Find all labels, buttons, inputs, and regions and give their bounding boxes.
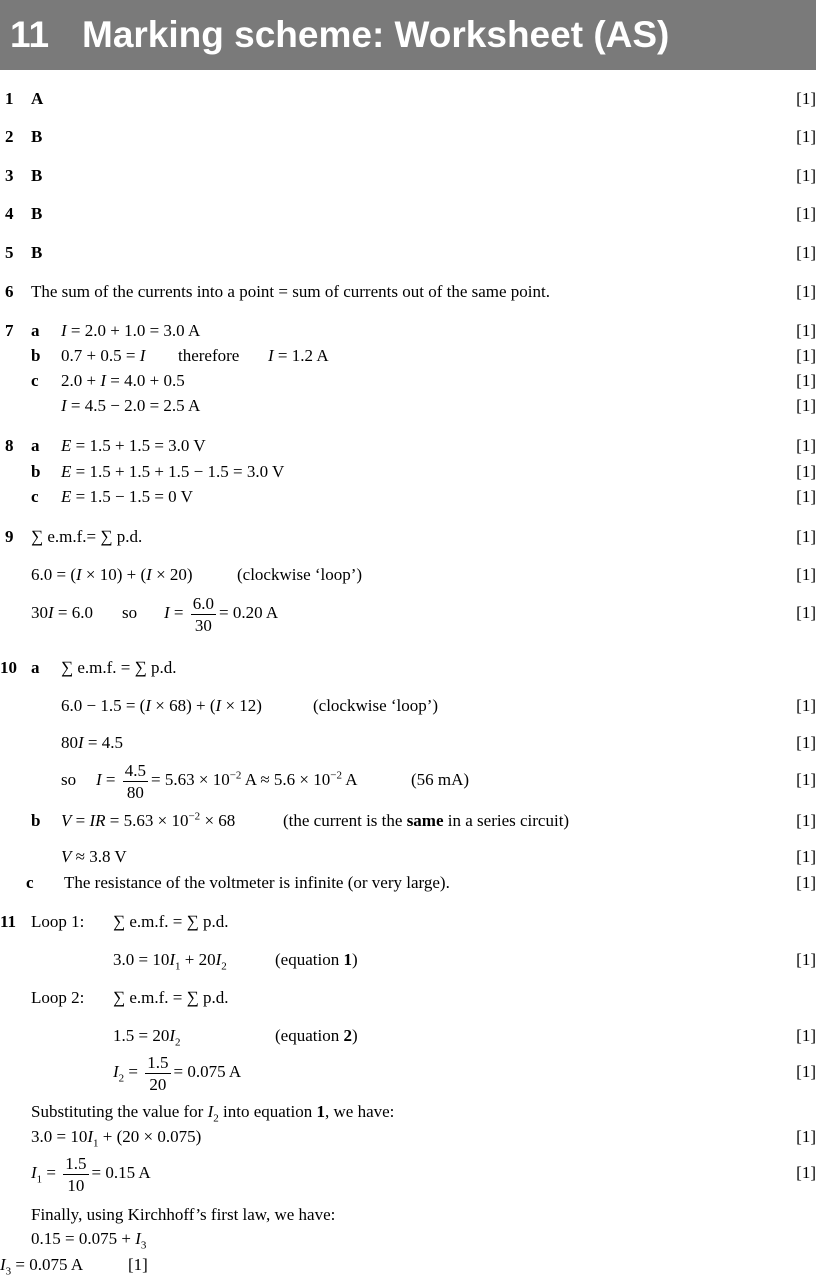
answer-row-11-eq3: $3.0 = 10I_1 + (20 \times 0.075)$ [1]: [31, 1127, 816, 1150]
answer-row-10c: [0, 872, 816, 894]
answer-row-11-i1: $I_1$ = $\frac{1.5}{10}$ = 0.15 A [1]: [0, 1148, 816, 1198]
answer: B: [31, 166, 43, 185]
equation: × 68: [200, 811, 236, 830]
equation: A: [341, 770, 358, 789]
mark: [1]: [796, 436, 816, 455]
answer-row-8c: c E = 1.5 − 1.5 = 0 V [1]: [31, 487, 816, 506]
answer-row-7c: c 2.0 + I = 4.0 + 0.5 [1]: [31, 371, 816, 390]
equation: = 0.15 A: [91, 1163, 151, 1182]
equation: 6.0 − 1.5 = (: [61, 696, 146, 715]
part-label: c: [26, 873, 34, 892]
mark: [1]: [796, 321, 816, 340]
answer-row-11-i2: $I_2$ = $\frac{1.5}{20}$ = 0.075 A [1]: [0, 1047, 816, 1097]
answer-text: The sum of the currents into a point = sum of currents out of the same point.: [31, 282, 551, 301]
mark: [1]: [796, 603, 816, 622]
mark: [1]: [796, 204, 816, 223]
note: (clockwise ‘loop’): [313, 696, 439, 715]
mark: [1]: [796, 462, 816, 481]
equation: = 0.075 A: [173, 1062, 242, 1081]
equation: ∑ e.m.f.= ∑ p.d.: [31, 527, 143, 546]
part-label: a: [31, 658, 40, 677]
part-label: b: [31, 346, 41, 365]
question-number: 3: [5, 166, 14, 185]
equation: = 2.0 + 1.0 = 3.0 A: [70, 321, 201, 340]
answer-text: The resistance of the voltmeter is infinite (or very large).: [64, 873, 450, 892]
fraction: $\frac{4.5}{80}$: [124, 760, 147, 802]
equation: = 1.5 + 1.5 + 1.5 − 1.5 = 3.0 V: [75, 462, 285, 481]
text: into equation: [218, 1102, 317, 1121]
question-number: 6: [5, 282, 14, 301]
answer-row-7c2: I = 4.5 − 2.0 = 2.5 A [1]: [61, 396, 816, 415]
mark: [1]: [796, 847, 816, 866]
equation: = 1.5 − 1.5 = 0 V: [75, 487, 193, 506]
answer-row-11-eq5: $I_3 = 0.075$ A [1]: [0, 1255, 148, 1278]
page-header: [0, 0, 816, 70]
question-number: 8: [5, 436, 14, 455]
answer-row-7b: b 0.7 + 0.5 = I therefore I = 1.2 A [1]: [31, 346, 816, 365]
text: , we have:: [325, 1102, 395, 1121]
answer-row-11-finally: [0, 1204, 816, 1226]
answer-row-8a: 8 a E = 1.5 + 1.5 = 3.0 V [1]: [5, 436, 816, 455]
answer-row-11-eq2: $1.5 = 20I_2$ (equation 2) [1]: [113, 1026, 816, 1049]
question-number: 9: [5, 527, 14, 546]
answer-row-8b: b E = 1.5 + 1.5 + 1.5 − 1.5 = 3.0 V [1]: [31, 462, 816, 481]
mark: [1]: [128, 1255, 148, 1274]
answer-row-11-subst: Substituting the value for $I_2$ into equation 1, we have:: [31, 1102, 395, 1125]
note: in a series circuit): [443, 811, 570, 830]
answer-row-10b1: b V = IR = $5.63 \times 10^{-2} \times 68$ (the current is the same in a series circuit) [1]: [31, 810, 816, 830]
answer-row-10a1: [0, 657, 816, 679]
part-label: b: [31, 811, 41, 830]
answer-row-7a: 7 a I = 2.0 + 1.0 = 3.0 A [1]: [5, 321, 816, 340]
equation: 0.15 = 0.075 +: [31, 1229, 136, 1248]
equation: = 0.075 A: [11, 1255, 84, 1274]
equation: = 4.5: [83, 733, 124, 752]
mark: [1]: [796, 282, 816, 301]
equation: 3.0 = 10: [31, 1127, 88, 1146]
note-bold: same: [406, 811, 444, 830]
so-text: so: [61, 770, 77, 789]
mark: [1]: [796, 950, 816, 969]
answer-row-11-loop2: [0, 987, 816, 1009]
equation: 2.0 +: [61, 371, 101, 390]
mark: [1]: [796, 346, 816, 365]
note: (the current is the: [283, 811, 407, 830]
equation: 6.0 = (: [31, 565, 76, 584]
equation: + (20 × 0.075): [98, 1127, 202, 1146]
mark: [1]: [796, 487, 816, 506]
mark: [1]: [796, 811, 816, 830]
answer-row-10a2: 6.0 − 1.5 = (I × 68) + (I × 12) (clockwise ‘loop’) [1]: [61, 696, 816, 715]
question-number: 11: [0, 912, 17, 931]
answer-row-9-1: [0, 526, 816, 548]
equation: 80: [61, 733, 78, 752]
question-number: 5: [5, 243, 14, 262]
exponent: −2: [229, 769, 242, 782]
text: Finally, using Kirchhoff’s first law, we have:: [31, 1205, 336, 1224]
equation: = 0.20 A: [219, 603, 279, 622]
fraction: $\frac{1.5}{10}$: [65, 1153, 87, 1195]
note: (equation: [275, 1026, 344, 1045]
equation: A ≈ 5.6 × 10: [241, 770, 331, 789]
exponent: −2: [188, 810, 201, 823]
chapter-number: 11: [10, 14, 50, 55]
equation: × 12): [221, 696, 262, 715]
answer: A: [31, 89, 44, 108]
question-number: 10: [0, 658, 17, 677]
note: ): [351, 1026, 358, 1045]
loop-label: Loop 1:: [31, 912, 85, 931]
answer-row-10a3: 80I = 4.5 [1]: [61, 733, 816, 752]
equation: = 1.5 + 1.5 = 3.0 V: [75, 436, 206, 455]
mark: [1]: [796, 873, 816, 892]
mark: [1]: [796, 1026, 816, 1045]
answer-row-10a4: so I = $\frac{4.5}{80}$ = $5.63 \times 10^{-2}$ $A \approx 5.6 \times 10^{-2}$ A (56 mA) [1]: [0, 755, 816, 805]
mark: [1]: [796, 565, 816, 584]
answer-row-11-eq4: $0.15 = 0.075 + I_3$: [31, 1229, 147, 1252]
part-label: b: [31, 462, 41, 481]
answer-row-11-loop1: [0, 911, 816, 933]
part-label: c: [31, 487, 39, 506]
mark: [1]: [796, 371, 816, 390]
question-number: 1: [5, 89, 14, 108]
answer-row-2: [0, 126, 816, 148]
answer-row-9-3: 30I = 6.0 so I = $\frac{6.0}{30}$ = 0.20 A [1]: [0, 588, 816, 638]
equation: = 5.63 × 10: [105, 811, 189, 830]
equation: = 6.0: [53, 603, 94, 622]
mark: [1]: [796, 1127, 816, 1146]
equation: = 1.2 A: [277, 346, 329, 365]
answer-row-3: [0, 165, 816, 187]
mark: [1]: [796, 527, 816, 546]
equation: = 4.0 + 0.5: [110, 371, 185, 390]
answer-row-4: [0, 203, 816, 225]
text: Substituting the value for: [31, 1102, 208, 1121]
part-label: a: [31, 436, 40, 455]
answer-row-11-eq1: $3.0 = 10I_1 + 20I_2$ (equation 1) [1]: [113, 950, 816, 973]
loop-label: Loop 2:: [31, 988, 85, 1007]
equation: 1.5 = 20: [113, 1026, 170, 1045]
answer-row-10b2: V ≈ 3.8 V [1]: [61, 847, 816, 866]
therefore-text: therefore: [178, 346, 240, 365]
answer-row-1: [0, 88, 816, 110]
equation: ∑ e.m.f. = ∑ p.d.: [61, 658, 177, 677]
fraction: $\frac{6.0}{30}$: [192, 593, 215, 635]
equation: = 5.63 × 10: [151, 770, 230, 789]
question-number: 2: [5, 127, 14, 146]
mark: [1]: [796, 733, 816, 752]
answer-row-9-2: 6.0 = (I × 10) + (I × 20) (clockwise ‘loop’) [1]: [31, 565, 816, 584]
mark: [1]: [796, 1062, 816, 1081]
mark: [1]: [796, 127, 816, 146]
mark: [1]: [796, 166, 816, 185]
question-number: 4: [5, 204, 14, 223]
note: (equation: [275, 950, 344, 969]
equation: 3.0 = 10: [113, 950, 170, 969]
equation: + 20: [180, 950, 216, 969]
answer-row-6: [0, 281, 816, 303]
note: (clockwise ‘loop’): [237, 565, 363, 584]
so-text: so: [122, 603, 138, 622]
note: (56 mA): [411, 770, 470, 789]
note: ): [351, 950, 358, 969]
mark: [1]: [796, 396, 816, 415]
equation: × 20): [151, 565, 193, 584]
mark: [1]: [796, 770, 816, 789]
equation: = 4.5 − 2.0 = 2.5 A: [70, 396, 201, 415]
exponent: −2: [330, 769, 342, 782]
question-number: 7: [5, 321, 14, 340]
mark: [1]: [796, 696, 816, 715]
equation: 30: [31, 603, 48, 622]
answer: B: [31, 127, 43, 146]
mark: [1]: [796, 89, 816, 108]
text-bold: 1: [316, 1102, 325, 1121]
equation: =: [71, 811, 90, 830]
equation: ∑ e.m.f. = ∑ p.d.: [113, 912, 229, 931]
mark: [1]: [796, 1163, 816, 1182]
mark: [1]: [796, 243, 816, 262]
equation: ≈ 3.8 V: [71, 847, 127, 866]
note-bold: 2: [343, 1026, 352, 1045]
equation: × 68) + (: [151, 696, 216, 715]
page-title: Marking scheme: Worksheet (AS): [82, 14, 670, 55]
answer: B: [31, 204, 43, 223]
equation: ∑ e.m.f. = ∑ p.d.: [113, 988, 229, 1007]
answer: B: [31, 243, 43, 262]
part-label: c: [31, 371, 39, 390]
part-label: a: [31, 321, 40, 340]
equation: × 10) + (: [81, 565, 147, 584]
answer-row-5: [0, 242, 816, 264]
equation: 0.7 + 0.5 =: [61, 346, 140, 365]
note-bold: 1: [343, 950, 352, 969]
fraction: $\frac{1.5}{20}$: [147, 1052, 169, 1094]
